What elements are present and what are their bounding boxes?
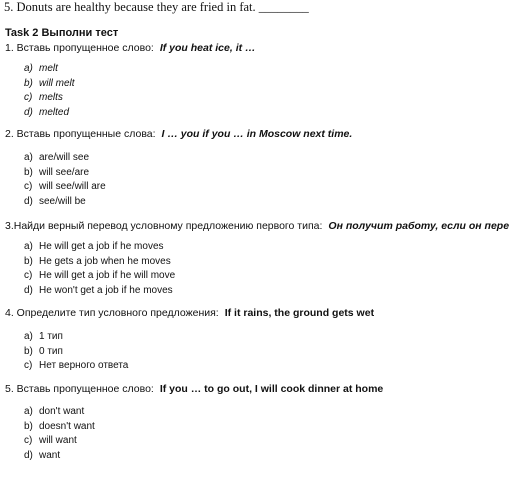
- option-letter: d): [24, 284, 33, 296]
- option-4a: [24, 330, 128, 345]
- option-3b: [24, 255, 175, 270]
- option-text: He won't get a job if he moves: [39, 284, 173, 296]
- option-text: He will get a job if he will move: [39, 270, 176, 282]
- question-3-prompt: 3.Найди верный перевод условному предложению первого типа:: [5, 220, 323, 232]
- option-letter: a): [24, 406, 33, 417]
- option-1a: [24, 62, 75, 77]
- option-text: 1 тип: [39, 331, 63, 342]
- question-5-prompt: 5. Вставь пропущенное слово:: [5, 383, 154, 395]
- option-5b: [24, 420, 95, 435]
- question-3-options: [24, 240, 175, 298]
- option-letter: b): [24, 420, 33, 432]
- option-text: melts: [39, 92, 63, 104]
- option-2c: [24, 180, 106, 195]
- question-1-prompt: 1. Вставь пропущенное слово:: [5, 42, 154, 54]
- option-text: will want: [39, 435, 77, 447]
- option-letter: d): [24, 449, 33, 461]
- option-text: want: [39, 449, 61, 461]
- option-5a: [24, 405, 95, 420]
- option-text: 0 тип: [39, 345, 63, 357]
- question-5-options: [24, 405, 95, 463]
- question-5: [5, 383, 383, 395]
- option-letter: c): [24, 270, 33, 282]
- option-1d: [24, 106, 75, 121]
- option-text: will see/will are: [39, 181, 106, 193]
- option-letter: a): [24, 63, 33, 74]
- option-5c: [24, 434, 95, 449]
- task-title: Task 2 Выполни тест: [5, 27, 119, 39]
- option-text: are/will see: [39, 152, 90, 163]
- question-2-options: [24, 151, 106, 209]
- option-letter: d): [24, 195, 33, 207]
- option-letter: d): [24, 106, 33, 118]
- option-text: will see/are: [39, 166, 90, 178]
- option-3a: [24, 240, 175, 255]
- option-letter: a): [24, 152, 33, 163]
- option-letter: a): [24, 331, 33, 342]
- option-letter: b): [24, 345, 33, 357]
- option-3c: [24, 269, 175, 284]
- option-text: He will get a job if he moves: [39, 241, 164, 252]
- question-2: [5, 128, 352, 140]
- question-3-hint: Он получит работу, если он пере: [328, 220, 509, 232]
- option-text: Нет верного ответа: [39, 360, 129, 372]
- previous-task-sentence: 5. Donuts are healthy because they are fried in fat. ________: [4, 0, 309, 14]
- option-text: He gets a job when he moves: [39, 255, 171, 267]
- question-3: [5, 220, 509, 232]
- option-4b: [24, 345, 128, 360]
- option-letter: b): [24, 255, 33, 267]
- option-3d: [24, 284, 175, 299]
- question-1: [5, 42, 256, 54]
- option-letter: c): [24, 181, 33, 193]
- option-5d: [24, 449, 95, 464]
- question-2-prompt: 2. Вставь пропущенные слова:: [5, 128, 156, 140]
- option-text: see/will be: [39, 195, 86, 207]
- option-2a: [24, 151, 106, 166]
- option-text: doesn't want: [39, 420, 95, 432]
- question-4-prompt: 4. Определите тип условного предложения:: [5, 307, 219, 319]
- question-5-hint: If you … to go out, I will cook dinner at home: [159, 383, 384, 395]
- option-letter: c): [24, 435, 33, 447]
- option-text: melt: [39, 63, 58, 74]
- question-2-hint: I … you if you … in Moscow next time.: [161, 128, 353, 140]
- option-letter: b): [24, 77, 33, 89]
- question-4-options: [24, 330, 128, 374]
- option-letter: a): [24, 241, 33, 252]
- question-4-hint: If it rains, the ground gets wet: [224, 307, 375, 319]
- option-1c: [24, 91, 75, 106]
- question-4: [5, 307, 374, 319]
- option-text: don't want: [39, 406, 85, 417]
- option-2d: [24, 195, 106, 210]
- option-letter: c): [24, 360, 33, 372]
- question-1-options: [24, 62, 75, 120]
- option-letter: c): [24, 92, 33, 104]
- option-text: melted: [39, 106, 70, 118]
- question-1-hint: If you heat ice, it …: [159, 42, 256, 54]
- option-4c: [24, 359, 128, 374]
- option-1b: [24, 77, 75, 92]
- option-letter: b): [24, 166, 33, 178]
- option-text: will melt: [39, 77, 75, 89]
- option-2b: [24, 166, 106, 181]
